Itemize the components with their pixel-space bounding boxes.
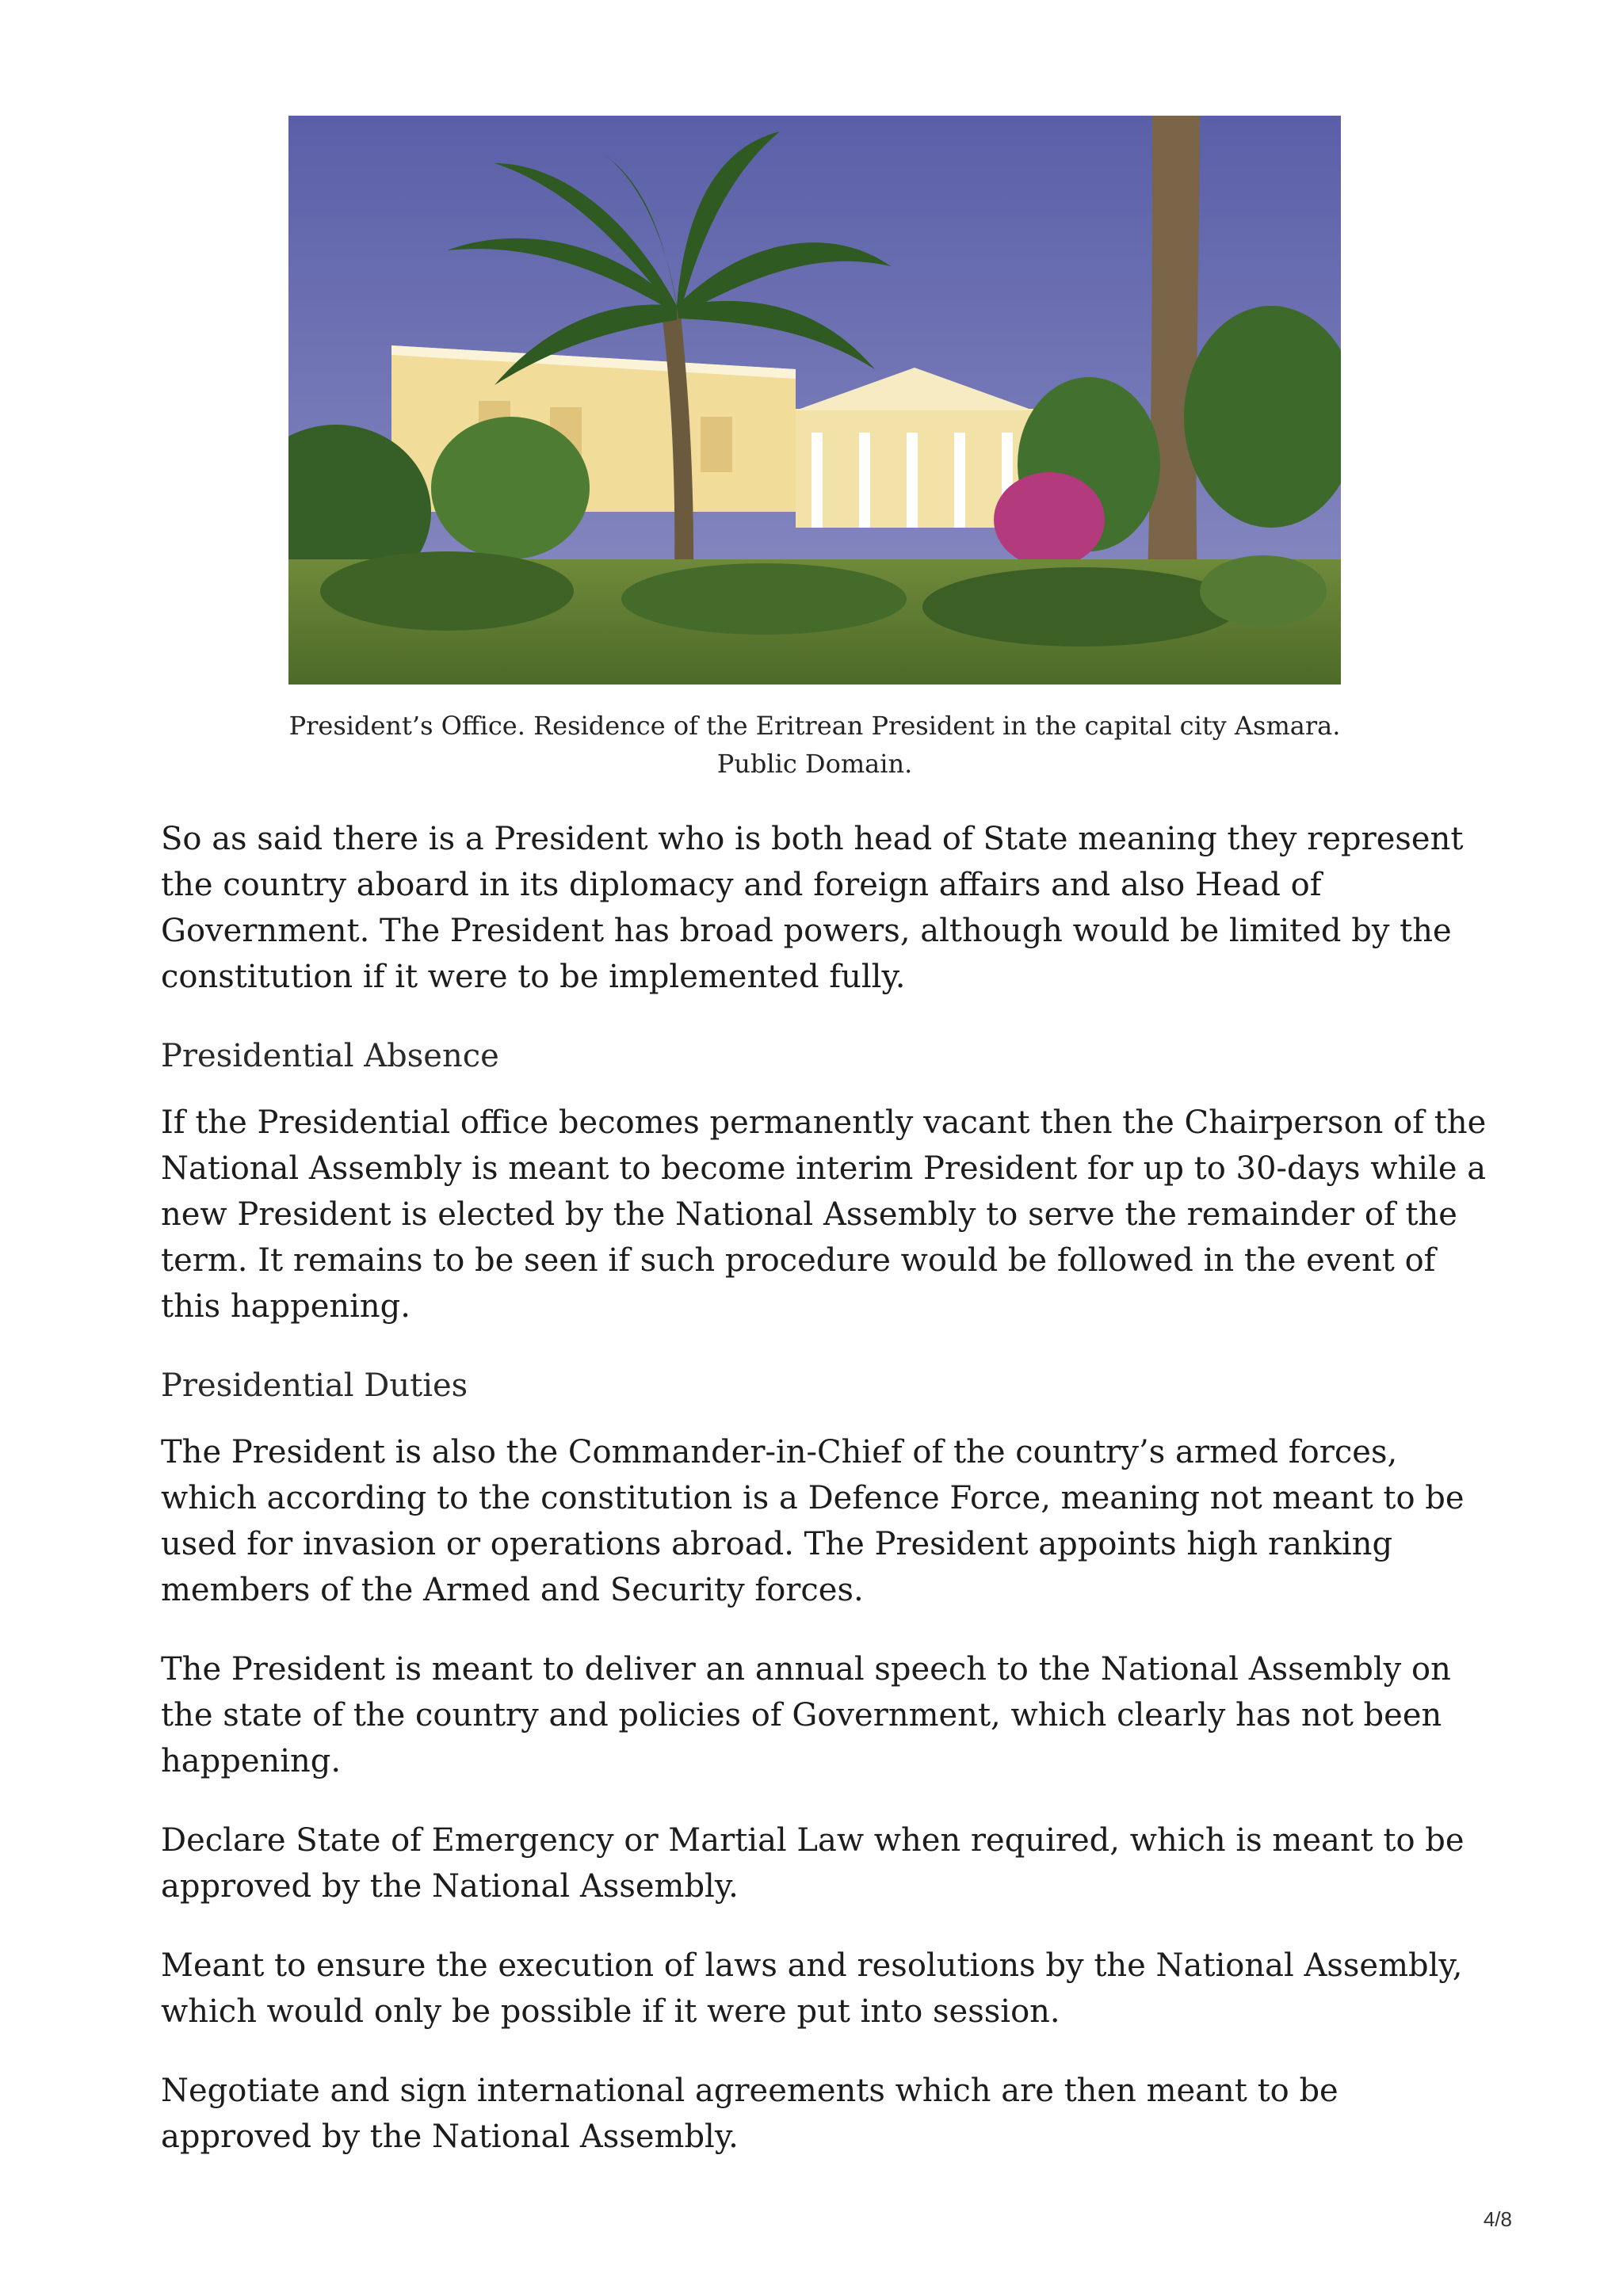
duties-paragraph-emergency: Declare State of Emergency or Martial Law when required, which is meant to be approved by the National Assembly. [161, 1822, 1465, 1905]
absence-paragraph: If the Presidential office becomes permanently vacant then the Chairperson of the National Assembly is meant to become interim President for up to 30-days while a new President is elected by the National Assembly to serve the remainder of the term. It remains to be seen if such procedure would be followed in the event of this happening. [161, 1104, 1487, 1325]
section-heading-absence: Presidential Absence [161, 1038, 499, 1074]
intro-paragraph: So as said there is a President who is both head of State meaning they represent the country aboard in its diplomacy and foreign affairs and also Head of Government. The President has broad powers, although would be limited by the constitution if it were to be implemented fully. [161, 821, 1464, 995]
caption-line-1: President’s Office. Residence of the Eritrean President in the capital city Asmara. [288, 711, 1341, 741]
duties-paragraph-speech: The President is meant to deliver an annual speech to the National Assembly on the state of the country and policies of Government, which clearly has not been happening. [161, 1651, 1451, 1779]
presidents-office-photo [288, 116, 1341, 685]
duties-paragraph-agreements: Negotiate and sign international agreements which are then meant to be approved by the National Assembly. [161, 2073, 1338, 2155]
duties-paragraph-laws: Meant to ensure the execution of laws and resolutions by the National Assembly, which would only be possible if it were put into session. [161, 1947, 1463, 2030]
figure-caption [238, 707, 1392, 783]
article-body [161, 816, 1492, 2193]
building-illustration [288, 116, 1341, 685]
duties-paragraph-commander: The President is also the Commander-in-Chief of the country’s armed forces, which according to the constitution is a Defence Force, meaning not meant to be used for invasion or operations abroad. The President appoints high ranking members of the Armed and Security forces. [161, 1434, 1465, 1608]
caption-line-2: Public Domain. [716, 749, 913, 779]
section-heading-duties: Presidential Duties [161, 1367, 468, 1404]
page-number: 4/8 [1483, 2207, 1512, 2231]
